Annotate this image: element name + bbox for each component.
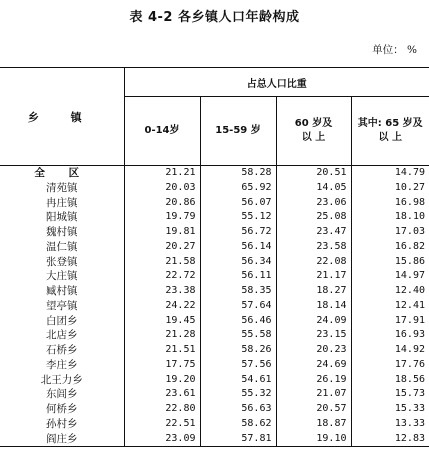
value-cell: 55.58 — [200, 328, 276, 343]
value-cell: 18.27 — [276, 284, 351, 299]
value-cell: 20.27 — [124, 240, 200, 255]
region-name: 全 区 — [0, 166, 124, 181]
table-row — [0, 432, 429, 447]
value-cell: 19.20 — [124, 373, 200, 388]
column-header: 0-14岁 — [124, 97, 200, 166]
value-cell: 17.76 — [394, 358, 425, 370]
value-cell: 14.79 — [351, 166, 429, 181]
table-row — [0, 343, 429, 358]
value-cell: 57.56 — [200, 358, 276, 373]
table-row — [0, 196, 429, 211]
value-cell: 16.82 — [394, 240, 425, 252]
value-cell: 20.51 — [276, 166, 351, 181]
value-cell: 15.73 — [394, 388, 425, 400]
value-cell: 25.08 — [276, 210, 351, 225]
value-cell: 56.07 — [200, 196, 276, 211]
value-cell: 21.28 — [124, 328, 200, 343]
value-cell: 56.63 — [200, 402, 276, 417]
value-cell: 12.83 — [351, 432, 429, 447]
value-cell: 22.72 — [124, 269, 200, 284]
region-name: 温仁镇 — [0, 240, 124, 255]
value-cell: 58.28 — [200, 166, 276, 181]
region-name: 臧村镇 — [0, 284, 124, 299]
value-cell: 18.14 — [276, 299, 351, 314]
value-cell: 23.61 — [124, 387, 200, 402]
value-cell: 18.87 — [276, 417, 351, 432]
column-header: 15-59 岁 — [200, 97, 276, 166]
value-cell: 21.51 — [124, 343, 200, 358]
value-cell: 57.64 — [200, 299, 276, 314]
value-cell: 13.33 — [394, 417, 425, 429]
value-cell: 21.07 — [276, 387, 351, 402]
unit-label: 单位： % — [372, 44, 417, 56]
value-cell: 24.69 — [276, 358, 351, 373]
region-name: 孙村乡 — [0, 417, 124, 432]
value-cell: 23.38 — [124, 284, 200, 299]
region-name: 望亭镇 — [0, 299, 124, 314]
age-structure-table — [0, 67, 429, 447]
value-cell: 19.45 — [124, 314, 200, 329]
table-row — [0, 328, 429, 343]
value-cell: 21.21 — [124, 166, 200, 181]
value-cell: 23.47 — [276, 225, 351, 240]
value-cell: 10.27 — [394, 181, 425, 193]
region-name: 阎庄乡 — [0, 432, 124, 447]
value-cell: 14.92 — [394, 344, 425, 355]
table-row — [0, 358, 429, 373]
value-cell: 20.03 — [124, 181, 200, 196]
value-cell: 22.08 — [276, 255, 351, 270]
value-cell: 22.80 — [124, 402, 200, 417]
value-cell: 54.61 — [200, 373, 276, 388]
column-header: 60 岁及 以 上 — [276, 97, 351, 166]
value-cell: 58.62 — [200, 417, 276, 432]
region-name: 魏村镇 — [0, 225, 124, 240]
value-cell: 24.09 — [276, 314, 351, 329]
region-name: 北王力乡 — [0, 373, 124, 388]
table-row — [0, 210, 429, 225]
value-cell: 58.26 — [200, 343, 276, 358]
region-name: 白团乡 — [0, 314, 124, 329]
value-cell: 12.41 — [394, 299, 425, 311]
value-cell: 23.06 — [276, 196, 351, 211]
value-cell: 55.12 — [200, 210, 276, 225]
value-cell: 57.81 — [200, 432, 276, 447]
table-row — [0, 181, 429, 196]
value-cell: 22.51 — [124, 417, 200, 432]
region-name: 大庄镇 — [0, 269, 124, 284]
region-name: 李庄乡 — [0, 358, 124, 373]
table-row — [0, 166, 429, 181]
value-cell: 17.75 — [124, 358, 200, 373]
value-cell: 16.93 — [394, 329, 425, 341]
value-cell: 19.81 — [124, 225, 200, 240]
table-title: 表 4-2 各乡镇人口年龄构成 — [129, 10, 300, 25]
value-cell: 17.03 — [394, 226, 425, 237]
region-name: 东闾乡 — [0, 387, 124, 402]
table-row — [0, 255, 429, 270]
value-cell: 12.40 — [394, 285, 425, 296]
value-cell: 56.11 — [200, 269, 276, 284]
value-cell: 17.91 — [394, 314, 425, 326]
value-cell: 14.05 — [276, 181, 351, 196]
value-cell: 24.22 — [124, 299, 200, 314]
value-cell: 19.10 — [276, 432, 351, 447]
value-cell: 23.15 — [276, 328, 351, 343]
group-header: 占总人口比重 — [124, 68, 429, 97]
value-cell: 26.19 — [276, 373, 351, 388]
value-cell: 20.57 — [276, 402, 351, 417]
value-cell: 14.97 — [394, 270, 425, 282]
region-name: 何桥乡 — [0, 402, 124, 417]
value-cell: 56.72 — [200, 225, 276, 240]
region-header: 乡 镇 — [0, 68, 124, 166]
value-cell: 16.98 — [394, 196, 425, 208]
region-name: 北店乡 — [0, 328, 124, 343]
table-row — [0, 314, 429, 329]
region-name: 张登镇 — [0, 255, 124, 270]
value-cell: 56.46 — [200, 314, 276, 329]
table-row — [0, 387, 429, 402]
value-cell: 56.14 — [200, 240, 276, 255]
value-cell: 18.10 — [394, 211, 425, 223]
region-name: 阳城镇 — [0, 210, 124, 225]
value-cell: 20.86 — [124, 196, 200, 211]
region-name: 冉庄镇 — [0, 196, 124, 211]
value-cell: 23.58 — [276, 240, 351, 255]
column-header: 其中: 65 岁及 以 上 — [351, 97, 429, 166]
value-cell: 21.58 — [124, 255, 200, 270]
table-row — [0, 417, 429, 432]
value-cell: 20.23 — [276, 343, 351, 358]
table-row — [0, 240, 429, 255]
value-cell: 19.79 — [124, 210, 200, 225]
table-row — [0, 269, 429, 284]
value-cell: 15.33 — [394, 403, 425, 414]
value-cell: 21.17 — [276, 269, 351, 284]
value-cell: 15.86 — [394, 255, 425, 267]
value-cell: 56.34 — [200, 255, 276, 270]
table-row — [0, 402, 429, 417]
table-row — [0, 299, 429, 314]
value-cell: 18.56 — [394, 373, 425, 385]
value-cell: 65.92 — [200, 181, 276, 196]
value-cell: 58.35 — [200, 284, 276, 299]
value-cell: 23.09 — [124, 432, 200, 447]
value-cell: 55.32 — [200, 387, 276, 402]
region-name: 石桥乡 — [0, 343, 124, 358]
region-name: 清苑镇 — [0, 181, 124, 196]
table-row — [0, 284, 429, 299]
table-row — [0, 225, 429, 240]
table-row — [0, 373, 429, 388]
